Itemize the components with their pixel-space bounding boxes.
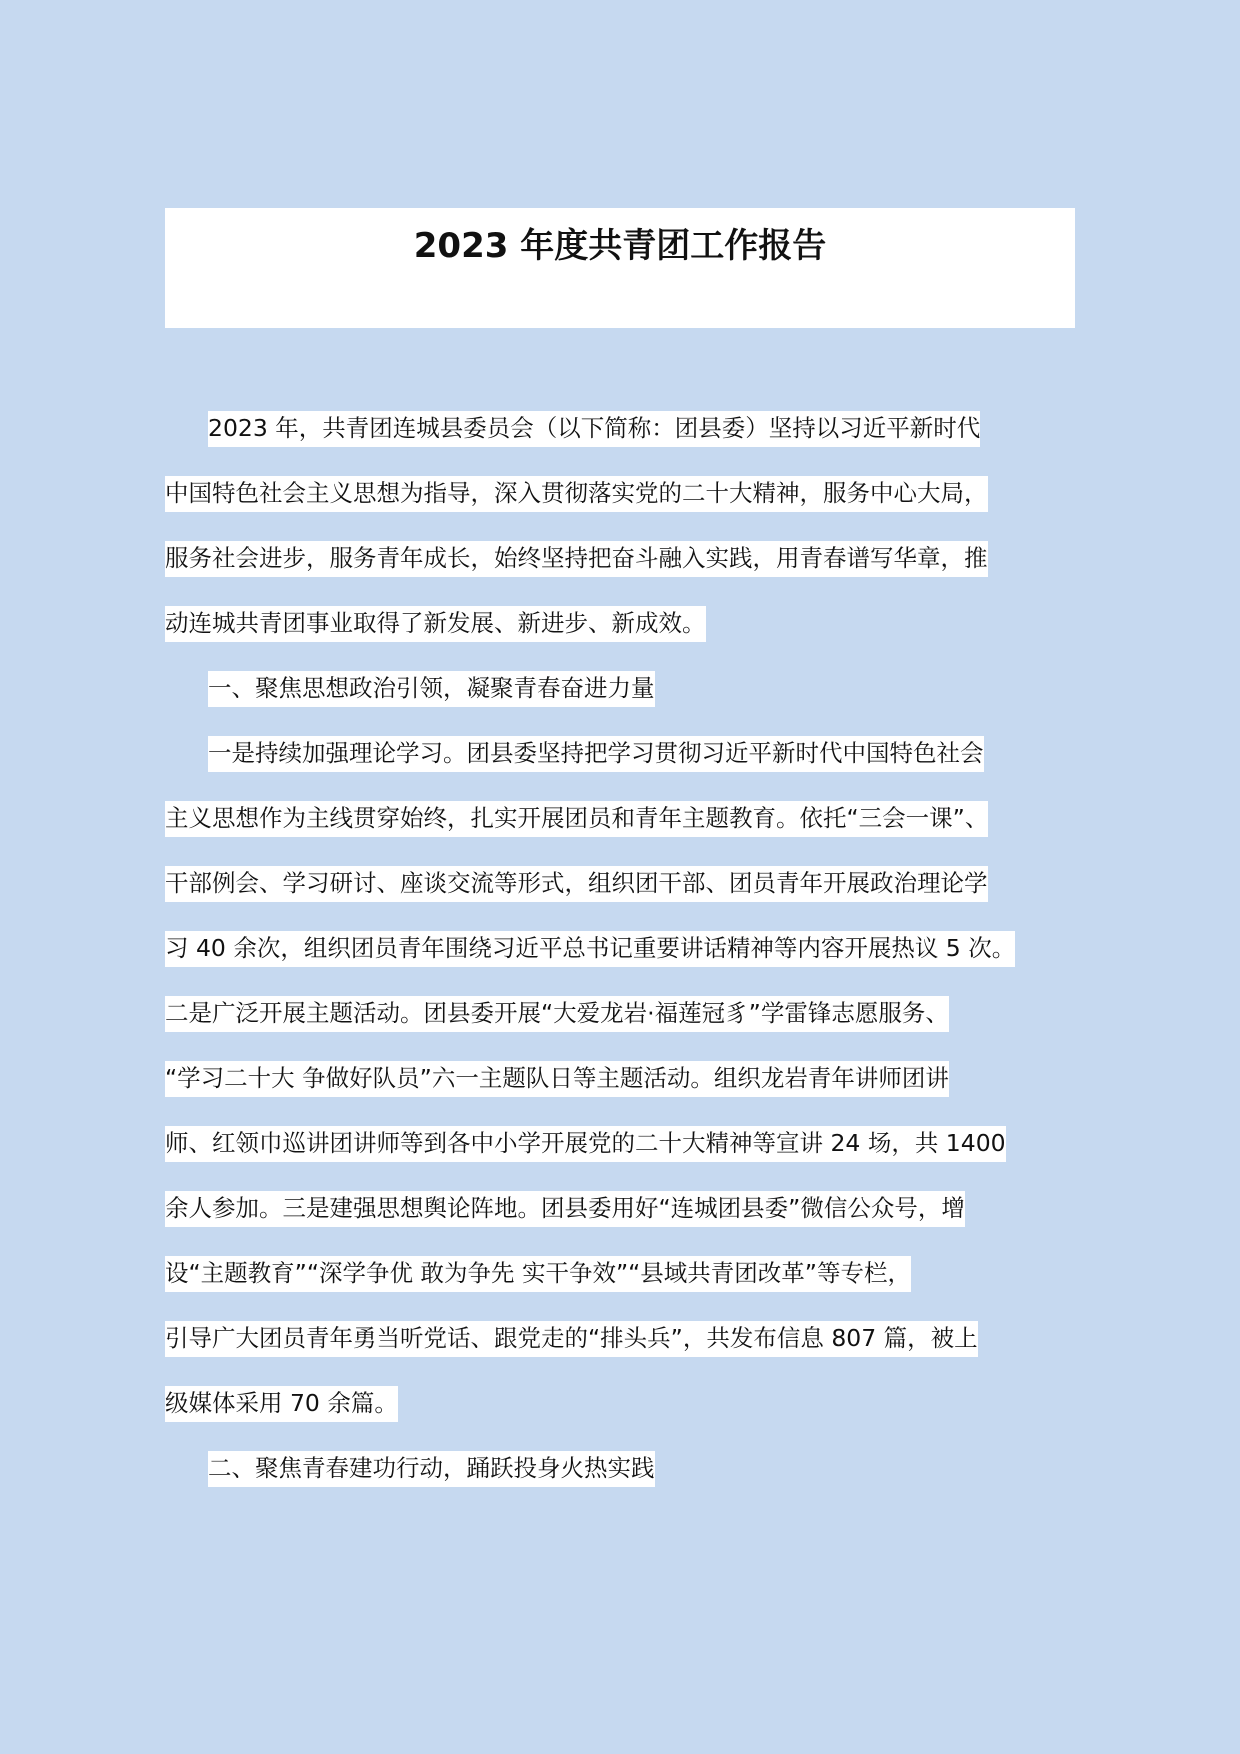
document-title: 2023 年度共青团工作报告: [413, 226, 827, 266]
text-line: [165, 1241, 1105, 1306]
text-line-content: 中国特色社会主义思想为指导，深入贯彻落实党的二十大精神，服务中心大局，: [165, 476, 988, 512]
text-line-content: 习 40 余次，组织团员青年围绕习近平总书记重要讲话精神等内容开展热议 5 次。: [165, 931, 1015, 967]
text-line: [165, 1176, 1105, 1241]
text-line: [165, 786, 1105, 851]
section-heading-text: 二、聚焦青春建功行动，踊跃投身火热实践: [208, 1451, 655, 1487]
section-heading-text: 一、聚焦思想政治引领，凝聚青春奋进力量: [208, 671, 655, 707]
text-line: [165, 1046, 1105, 1111]
text-line-content: 动连城共青团事业取得了新发展、新进步、新成效。: [165, 606, 706, 642]
text-line: [165, 1306, 1105, 1371]
text-line: [165, 396, 1105, 461]
text-line: [165, 981, 1105, 1046]
section-heading: [165, 656, 1105, 721]
text-line: [165, 1371, 1105, 1436]
text-line-content: 级媒体采用 70 余篇。: [165, 1386, 398, 1422]
text-line-content: 师、红领巾巡讲团讲师等到各中小学开展党的二十大精神等宣讲 24 场，共 1400: [165, 1126, 1006, 1162]
text-line: [165, 1111, 1105, 1176]
text-line-content: 2023 年，共青团连城县委员会（以下简称：团县委）坚持以习近平新时代: [208, 411, 980, 447]
text-line-content: 干部例会、学习研讨、座谈交流等形式，组织团干部、团员青年开展政治理论学: [165, 866, 988, 902]
document-body: [165, 396, 1105, 1501]
text-line: [165, 461, 1105, 526]
text-line: [165, 916, 1105, 981]
text-line: [165, 851, 1105, 916]
text-line: [165, 721, 1105, 786]
text-line: [165, 526, 1105, 591]
text-line-content: 二是广泛开展主题活动。团县委开展“大爱龙岩·福莲冠豸”学雷锋志愿服务、: [165, 996, 949, 1032]
text-line-content: 一是持续加强理论学习。团县委坚持把学习贯彻习近平新时代中国特色社会: [208, 736, 984, 772]
text-line-content: 服务社会进步，服务青年成长，始终坚持把奋斗融入实践，用青春谱写华章，推: [165, 541, 988, 577]
text-line-content: 设“主题教育”“深学争优 敢为争先 实干争效”“县域共青团改革”等专栏，: [165, 1256, 911, 1292]
section-heading: [165, 1436, 1105, 1501]
text-line-content: “学习二十大 争做好队员”六一主题队日等主题活动。组织龙岩青年讲师团讲: [165, 1061, 949, 1097]
text-line: [165, 591, 1105, 656]
text-line-content: 引导广大团员青年勇当听党话、跟党走的“排头兵”，共发布信息 807 篇，被上: [165, 1321, 978, 1357]
text-line-content: 余人参加。三是建强思想舆论阵地。团县委用好“连城团县委”微信公众号，增: [165, 1191, 965, 1227]
text-line-content: 主义思想作为主线贯穿始终，扎实开展团员和青年主题教育。依托“三会一课”、: [165, 801, 988, 837]
title-box: [165, 208, 1075, 328]
